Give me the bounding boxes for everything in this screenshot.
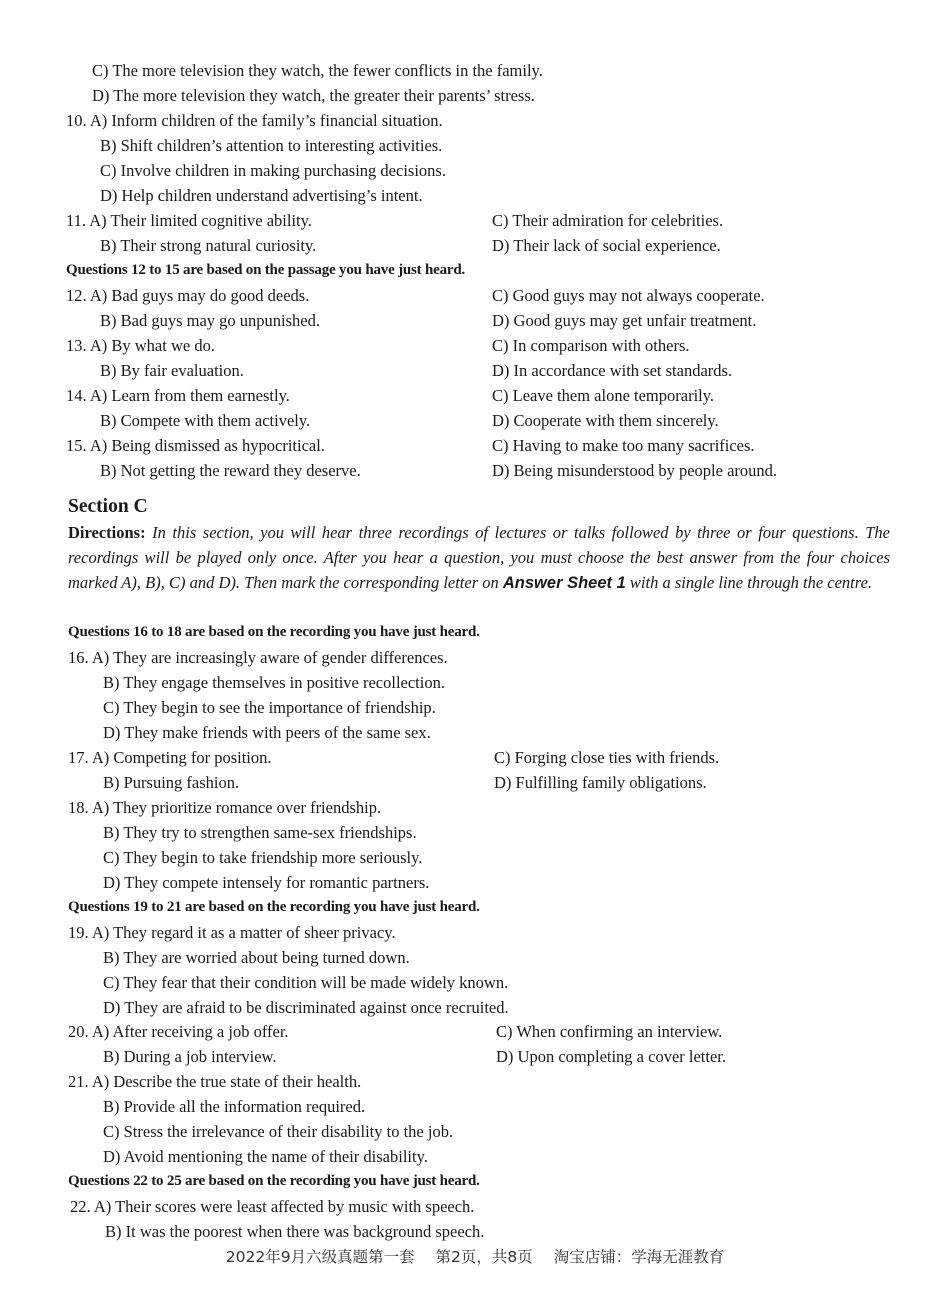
q15-option-b: B) Not getting the reward they deserve. xyxy=(100,461,361,480)
q22-option-a: 22. A) Their scores were least affected by music with speech. xyxy=(70,1197,475,1216)
q11-option-c: C) Their admiration for celebrities. xyxy=(492,211,724,230)
q9-option-c: C) The more television they watch, the fewer conflicts in the family. xyxy=(92,61,543,80)
q10-option-c: C) Involve children in making purchasing decisions. xyxy=(100,161,446,180)
directions-label: Directions: xyxy=(68,523,146,542)
q19-option-a: 19. A) They regard it as a matter of sheer privacy. xyxy=(68,923,396,942)
q14-option-a: 14. A) Learn from them earnestly. xyxy=(66,386,290,405)
q14-option-d: D) Cooperate with them sincerely. xyxy=(492,411,719,430)
q13-option-d: D) In accordance with set standards. xyxy=(492,361,733,380)
questions-16-18-heading: Questions 16 to 18 are based on the recording you have just heard. xyxy=(68,624,480,640)
q18-option-a: 18. A) They prioritize romance over friendship. xyxy=(68,798,382,817)
q11-option-a: 11. A) Their limited cognitive ability. xyxy=(66,211,312,230)
q21-option-c: C) Stress the irrelevance of their disability to the job. xyxy=(103,1122,454,1141)
q14-option-c: C) Leave them alone temporarily. xyxy=(492,386,715,405)
q17-option-d: D) Fulfilling family obligations. xyxy=(494,773,707,792)
q12-option-c: C) Good guys may not always cooperate. xyxy=(492,286,765,305)
q10-option-b: B) Shift children’s attention to interesting activities. xyxy=(100,136,443,155)
q16-option-b: B) They engage themselves in positive recollection. xyxy=(103,673,445,692)
q20-option-a: 20. A) After receiving a job offer. xyxy=(68,1022,289,1041)
q13-option-b: B) By fair evaluation. xyxy=(100,361,244,380)
footer-shop: 淘宝店铺：学海无涯教育 xyxy=(553,1248,725,1266)
directions-text-2: with a single line through the centre. xyxy=(625,572,873,592)
q15-option-c: C) Having to make too many sacrifices. xyxy=(492,436,755,455)
q12-option-b: B) Bad guys may go unpunished. xyxy=(100,311,320,330)
q16-option-a: 16. A) They are increasingly aware of gender differences. xyxy=(68,648,448,667)
q21-option-b: B) Provide all the information required. xyxy=(103,1097,366,1116)
q10-option-a: 10. A) Inform children of the family’s financial situation. xyxy=(66,111,443,130)
q14-option-b: B) Compete with them actively. xyxy=(100,411,311,430)
answer-sheet-label: Answer Sheet 1 xyxy=(502,573,626,592)
section-c-title: Section C xyxy=(68,496,148,517)
q17-option-a: 17. A) Competing for position. xyxy=(68,748,272,767)
q19-option-b: B) They are worried about being turned down. xyxy=(103,948,410,967)
q17-option-b: B) Pursuing fashion. xyxy=(103,773,240,792)
q18-option-b: B) They try to strengthen same-sex friendships. xyxy=(103,823,417,842)
footer-title: 2022年9月六级真题第一套 xyxy=(225,1248,415,1266)
q15-option-a: 15. A) Being dismissed as hypocritical. xyxy=(66,436,325,455)
q18-option-c: C) They begin to take friendship more seriously. xyxy=(103,848,423,867)
q19-option-c: C) They fear that their condition will be made widely known. xyxy=(103,973,509,992)
directions-text-1: In this section, you will hear three recordings of lectures or talks followed by three or four questions. The recordings will be played only once. After you hear a question, you must choose the best answer from the four choices marked A), B), C) and D). Then mark the corresponding letter on xyxy=(68,523,890,592)
q15-option-d: D) Being misunderstood by people around. xyxy=(492,461,778,480)
q13-option-c: C) In comparison with others. xyxy=(492,336,690,355)
q12-option-d: D) Good guys may get unfair treatment. xyxy=(492,311,757,330)
section-c-directions xyxy=(68,521,890,595)
footer-page-number: 第2页，共8页 xyxy=(435,1248,533,1266)
questions-12-15-heading: Questions 12 to 15 are based on the passage you have just heard. xyxy=(66,262,466,278)
q10-option-d: D) Help children understand advertising’s intent. xyxy=(100,186,423,205)
q21-option-a: 21. A) Describe the true state of their health. xyxy=(68,1072,362,1091)
q13-option-a: 13. A) By what we do. xyxy=(66,336,215,355)
page-footer xyxy=(0,1245,950,1267)
q20-option-b: B) During a job interview. xyxy=(103,1047,277,1066)
q12-option-a: 12. A) Bad guys may do good deeds. xyxy=(66,286,310,305)
q11-option-d: D) Their lack of social experience. xyxy=(492,236,721,255)
q21-option-d: D) Avoid mentioning the name of their disability. xyxy=(103,1147,428,1166)
q20-option-d: D) Upon completing a cover letter. xyxy=(496,1047,727,1066)
questions-19-21-heading: Questions 19 to 21 are based on the recording you have just heard. xyxy=(68,899,480,915)
q18-option-d: D) They compete intensely for romantic partners. xyxy=(103,873,430,892)
q16-option-c: C) They begin to see the importance of friendship. xyxy=(103,698,436,717)
q20-option-c: C) When confirming an interview. xyxy=(496,1022,723,1041)
q9-option-d: D) The more television they watch, the greater their parents’ stress. xyxy=(92,86,535,105)
q16-option-d: D) They make friends with peers of the same sex. xyxy=(103,723,431,742)
q11-option-b: B) Their strong natural curiosity. xyxy=(100,236,317,255)
questions-22-25-heading: Questions 22 to 25 are based on the recording you have just heard. xyxy=(68,1173,480,1189)
q19-option-d: D) They are afraid to be discriminated against once recruited. xyxy=(103,998,509,1017)
q17-option-c: C) Forging close ties with friends. xyxy=(494,748,720,767)
q22-option-b: B) It was the poorest when there was background speech. xyxy=(105,1222,485,1241)
